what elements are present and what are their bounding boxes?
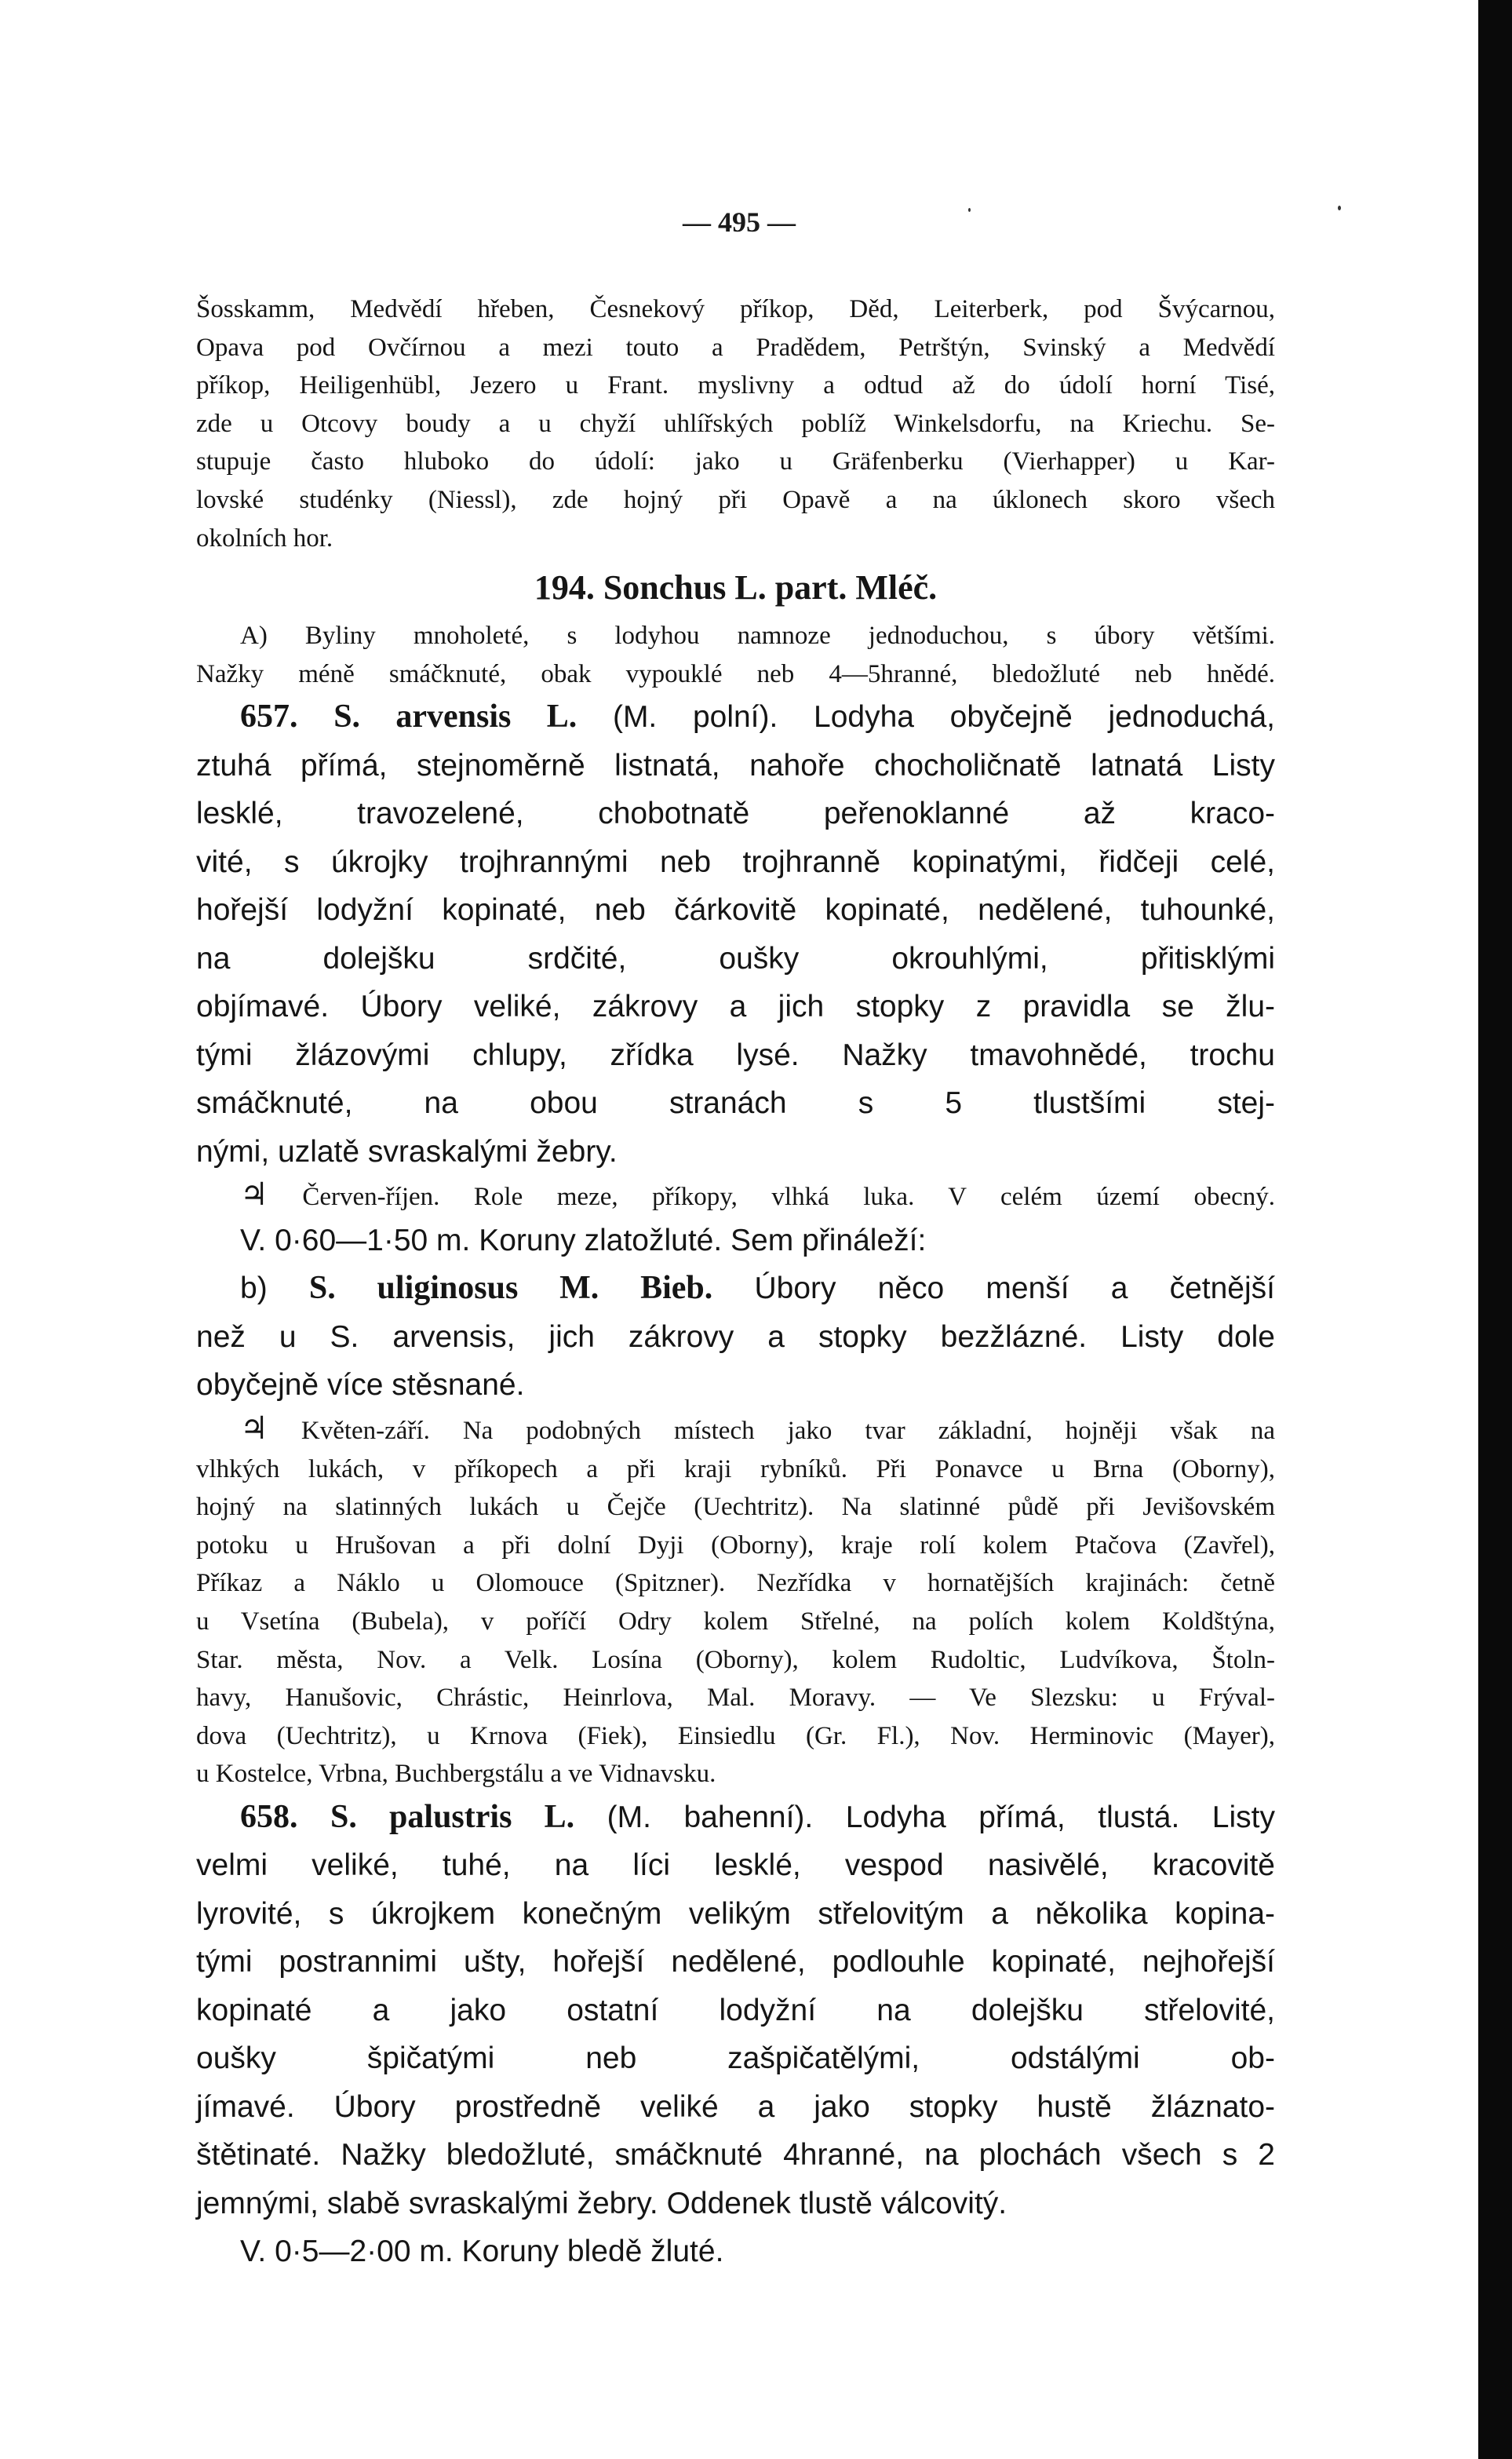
text-line: lyrovité, s úkrojkem konečným velikým střelovitým a několika kopina- bbox=[196, 1896, 1275, 1931]
text-line: havy, Hanušovic, Chrástic, Heinrlova, Mal. Moravy. — Ve Slezsku: u Frýval- bbox=[196, 1684, 1275, 1713]
species-heading-line bbox=[196, 693, 1275, 742]
text-line: zde u Otcovy boudy a u chyží uhlířských poblíž Winkelsdorfu, na Kriechu. Se- bbox=[196, 409, 1275, 438]
species-658 bbox=[196, 1793, 1275, 2276]
text-line: Star. města, Nov. a Velk. Losína (Oborny), kolem Rudoltic, Ludvíkova, Štoln- bbox=[196, 1645, 1275, 1674]
text-line: Nažky méně smáčknuté, obak vypouklé neb 4—5hranné, bledožluté neb hnědé. bbox=[196, 659, 1275, 688]
text-line: okolních hor. bbox=[196, 524, 333, 553]
text-line: příkop, Heiligenhübl, Jezero u Frant. myslivny a odtud až do údolí horní Tisé, bbox=[196, 371, 1275, 400]
text-line: štětinaté. Nažky bledožluté, smáčknuté 4hranné, na plochách všech s 2 bbox=[196, 2138, 1275, 2173]
top-paragraph bbox=[196, 290, 1275, 557]
size-line: V. 0·60—1·50 m. Koruny zlatožluté. Sem přináleží: bbox=[240, 1223, 927, 1257]
text-line: na dolejšku srdčité, oušky okrouhlými, přitisklými bbox=[196, 941, 1275, 976]
genus-intro bbox=[196, 617, 1275, 693]
variety-label: b) bbox=[240, 1271, 268, 1306]
species-name: S. palustris L. bbox=[330, 1798, 575, 1835]
text-line: Úbory něco menší a četnější bbox=[754, 1271, 1276, 1306]
text-line: ztuhá přímá, stejnoměrně listnatá, nahoře chocholičnatě latnatá Listy bbox=[196, 748, 1275, 783]
text-line: objímavé. Úbory veliké, zákrovy a jich stopky z pravidla se žlu- bbox=[196, 990, 1275, 1024]
text-line: u Vsetína (Bubela), v poříčí Odry kolem Střelné, na polích kolem Koldštýna, bbox=[196, 1607, 1275, 1636]
scan-edge bbox=[1478, 0, 1512, 2459]
text-line: u Kostelce, Vrbna, Buchbergstálu a ve Vidnavsku. bbox=[196, 1760, 716, 1789]
text-line: obyčejně více stěsnané. bbox=[196, 1368, 525, 1403]
text-line: stupuje často hluboko do údolí: jako u Gräfenberku (Vierhapper) u Kar- bbox=[196, 447, 1275, 476]
perennial-symbol: ♃ bbox=[240, 1410, 268, 1446]
species-number: 657. bbox=[240, 699, 298, 735]
species-common-name: (M. polní). bbox=[612, 700, 778, 735]
text-line: dova (Uechtritz), u Krnova (Fiek), Einsiedlu (Gr. Fl.), Nov. Herminovic (Mayer), bbox=[196, 1721, 1275, 1750]
text-line: jemnými, slabě svraskalými žebry. Oddenek tlustě válcovitý. bbox=[196, 2186, 1007, 2220]
text-line: potoku u Hrušovan a při dolní Dyji (Oborny), kraje rolí kolem Ptačova (Zavřel), bbox=[196, 1530, 1275, 1560]
text-line: Květen-září. Na podobných místech jako tvar základní, hojněji však na bbox=[301, 1416, 1275, 1445]
text-line: kopinaté a jako ostatní lodyžní na dolejšku střelovité, bbox=[196, 1993, 1275, 2027]
text-line: lesklé, travozelené, chobotnatě peřenoklanné až kraco- bbox=[196, 797, 1275, 831]
variety-heading-line bbox=[196, 1264, 1275, 1313]
text-line: Lodyha obyčejně jednoduchá, bbox=[814, 700, 1275, 735]
text-line: hořejší lodyžní kopinaté, neb čárkovitě kopinaté, nedělené, tuhounké, bbox=[196, 893, 1275, 928]
text-line: tými postrannimi ušty, hořejší nedělené, podlouhle kopinaté, nejhořejší bbox=[196, 1945, 1275, 1979]
text-line: oušky špičatými neb zašpičatělými, odstálými ob- bbox=[196, 2041, 1275, 2076]
text-line: nými, uzlatě svraskalými žebry. bbox=[196, 1134, 618, 1169]
species-common-name: (M. bahenní). bbox=[607, 1800, 814, 1834]
text-line: hojný na slatinných lukách u Čejče (Uechtritz). Na slatinné půdě při Jevišovském bbox=[196, 1493, 1275, 1522]
flowering-text: Červen-říjen. Role meze, příkopy, vlhká luka. V celém území obecný. bbox=[302, 1183, 1276, 1212]
text-line: Opava pod Ovčírnou a mezi touto a Pradědem, Petrštýn, Svinský a Medvědí bbox=[196, 333, 1275, 362]
variety-name: S. uliginosus M. Bieb. bbox=[308, 1270, 713, 1307]
flowering-line bbox=[196, 1176, 1275, 1217]
text-line: jímavé. Úbory prostředně veliké a jako stopky hustě žláznato- bbox=[196, 2089, 1275, 2124]
species-657 bbox=[196, 693, 1275, 1264]
species-heading-line bbox=[196, 1793, 1275, 1842]
page-number: — 495 — bbox=[683, 206, 796, 238]
text-line: velmi veliké, tuhé, na líci lesklé, vespod nasivělé, kracovitě bbox=[196, 1848, 1275, 1883]
species-number: 658. bbox=[240, 1798, 298, 1835]
page-text bbox=[196, 290, 1275, 2276]
genus-heading: 194. Sonchus L. part. Mléč. bbox=[534, 568, 938, 607]
perennial-symbol: ♃ bbox=[240, 1177, 268, 1213]
text-line: vité, s úkrojky trojhrannými neb trojhranně kopinatými, řidčeji celé, bbox=[196, 845, 1275, 879]
text-line: vlhkých lukách, v příkopech a při kraji rybníků. Při Ponavce u Brna (Oborny), bbox=[196, 1454, 1275, 1483]
text-line: než u S. arvensis, jich zákrovy a stopky bezžlázné. Listy dole bbox=[196, 1319, 1275, 1354]
text-line: Šosskamm, Medvědí hřeben, Česnekový příkop, Děd, Leiterberk, pod Švýcarnou, bbox=[196, 295, 1275, 323]
size-line: V. 0·5—2·00 m. Koruny bledě žluté. bbox=[240, 2235, 724, 2269]
variety-b bbox=[196, 1264, 1275, 1793]
text-line: A) Byliny mnoholeté, s lodyhou namnoze jednoduchou, s úbory většími. bbox=[240, 622, 1275, 651]
species-name: S. arvensis L. bbox=[333, 699, 577, 735]
text-line: tými žlázovými chlupy, zřídka lysé. Nažky tmavohnědé, trochu bbox=[196, 1038, 1275, 1072]
text-line: smáčknuté, na obou stranách s 5 tlustšími stej- bbox=[196, 1086, 1275, 1121]
localities-line bbox=[196, 1410, 1275, 1450]
text-line: Příkaz a Náklo u Olomouce (Spitzner). Nezřídka v hornatějších krajinách: četně bbox=[196, 1569, 1275, 1598]
text-line: lovské studénky (Niessl), zde hojný při Opavě a na úklonech skoro všech bbox=[196, 485, 1275, 514]
text-line: Lodyha přímá, tlustá. Listy bbox=[845, 1800, 1275, 1834]
